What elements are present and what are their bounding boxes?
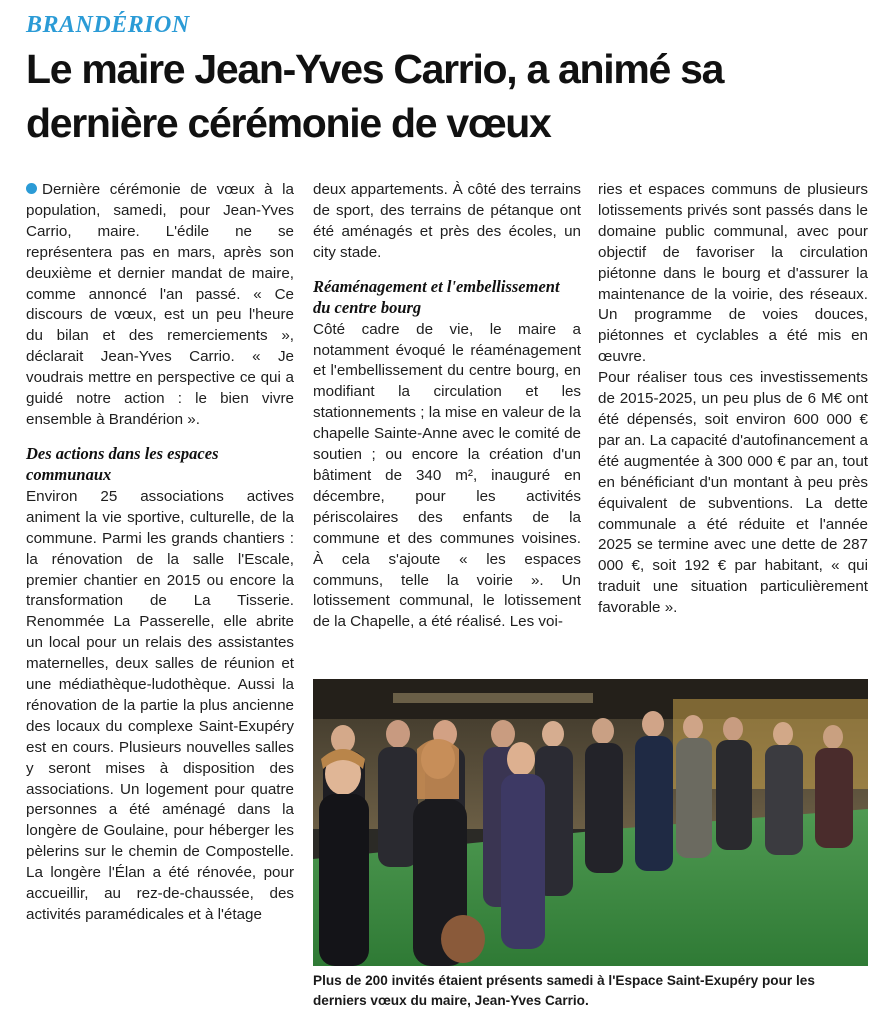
article-body-part-3: Côté cadre de vie, le maire a notamment évoqué le réaménagement et l'embellissement du centre bourg, en modifiant la circulation et les stationnements ; la mise en valeur de la chapelle Sainte-Anne avec le comité de soutien ; ou encore la création d'un bâtiment de 340 m², inauguré en décembre, pour les activités périscolaires des enfants de la commune et des communes voisines. À cela s'ajoute « les espaces communs, telle la voirie ». Un lotissement communal, le lotissement de la Chapelle, a été réalisé. Les voi- [313,320,581,631]
section-kicker: BRANDÉRION [26,12,190,38]
ceremony-photo [313,679,868,966]
photo-caption: Plus de 200 invités étaient présents samedi à l'Espace Saint-Exupéry pour les derniers vœux du maire, Jean-Yves Carrio. [313,973,815,1008]
article-body-part-2: deux appartements. À côté des terrains de sport, des terrains de pétanque ont été aménagés et près des écoles, un city stade. [313,181,581,261]
article-body-part-1: Environ 25 associations actives animent la vie sportive, culturelle, de la commune. Parmi les grands chantiers : la rénovation de la salle l'Escale, premier chantier en 2015 ou encore la transformation de La Tisserie. Renommée La Passerelle, elle abrite un local pour un relais des assistantes maternelles, deux salles de réunion et une médiathèque-ludothèque. Aussi la rénovation de la partie la plus ancienne des locaux du complexe Saint-Exupéry est en cours. Plusieurs nouvelles salles y seront mises à disposition des associations. Un logement pour quatre personnes a été aménagé dans la longère de Goulaine, pour héberger les pèlerins sur le chemin de Compostelle. La longère l'Élan a été rénovée, pour accueillir, au rez-de-chaussée, des activités paramédicales et à l'étage [26,487,294,923]
bullet-dot-icon [26,183,37,194]
article-intro: Dernière cérémonie de vœux à la population, samedi, pour Jean-Yves Carrio, maire. L'édile ne se représentera pas en mars, après son deuxième et dernier mandat de maire, comme annoncé l'an passé. « Ce discours de vœux, est un peu l'heure du bilan et des remerciements », déclarait Jean-Yves Carrio. « Je voudrais mettre en perspective ce qui a guidé notre action : le bien vivre ensemble à Brandérion ». [26,181,294,428]
article-column-3 [598,180,868,619]
article-column-1 [26,180,294,926]
article-column-2 [313,180,581,633]
article-body-finances: Pour réaliser tous ces investissements de 2015-2025, un peu plus de 6 M€ ont été dépensés, soit environ 600 000 € par an. La capacité d'autofinancement a été augmentée à 300 000 € par an, tout en bénéficiant d'un montant à peu près équivalent de subventions. La dette communale a été réduite et l'année 2025 se termine avec une dette de 287 000 €, soit 192 € par habitant, « qui traduit une situation particulièrement favorable ». [598,369,868,617]
subheading-centre-bourg: Réaménagement et l'embellissement du centre bourg [313,276,560,317]
article-headline: Le maire Jean-Yves Carrio, a animé sa dernière cérémonie de vœux [26,46,724,146]
subheading-espaces-communaux: Des actions dans les espaces communaux [26,443,219,484]
ceremony-photo-illustration [313,679,868,966]
article-body-part-4: ries et espaces communs de plusieurs lotissements privés sont passés dans le domaine public communal, avec pour objectif de favoriser la circulation piétonne dans le bourg et d'assurer la maintenance de la voirie, des réseaux. Un programme de voies douces, piétonnes et cyclables a été mis en œuvre. [598,181,868,366]
